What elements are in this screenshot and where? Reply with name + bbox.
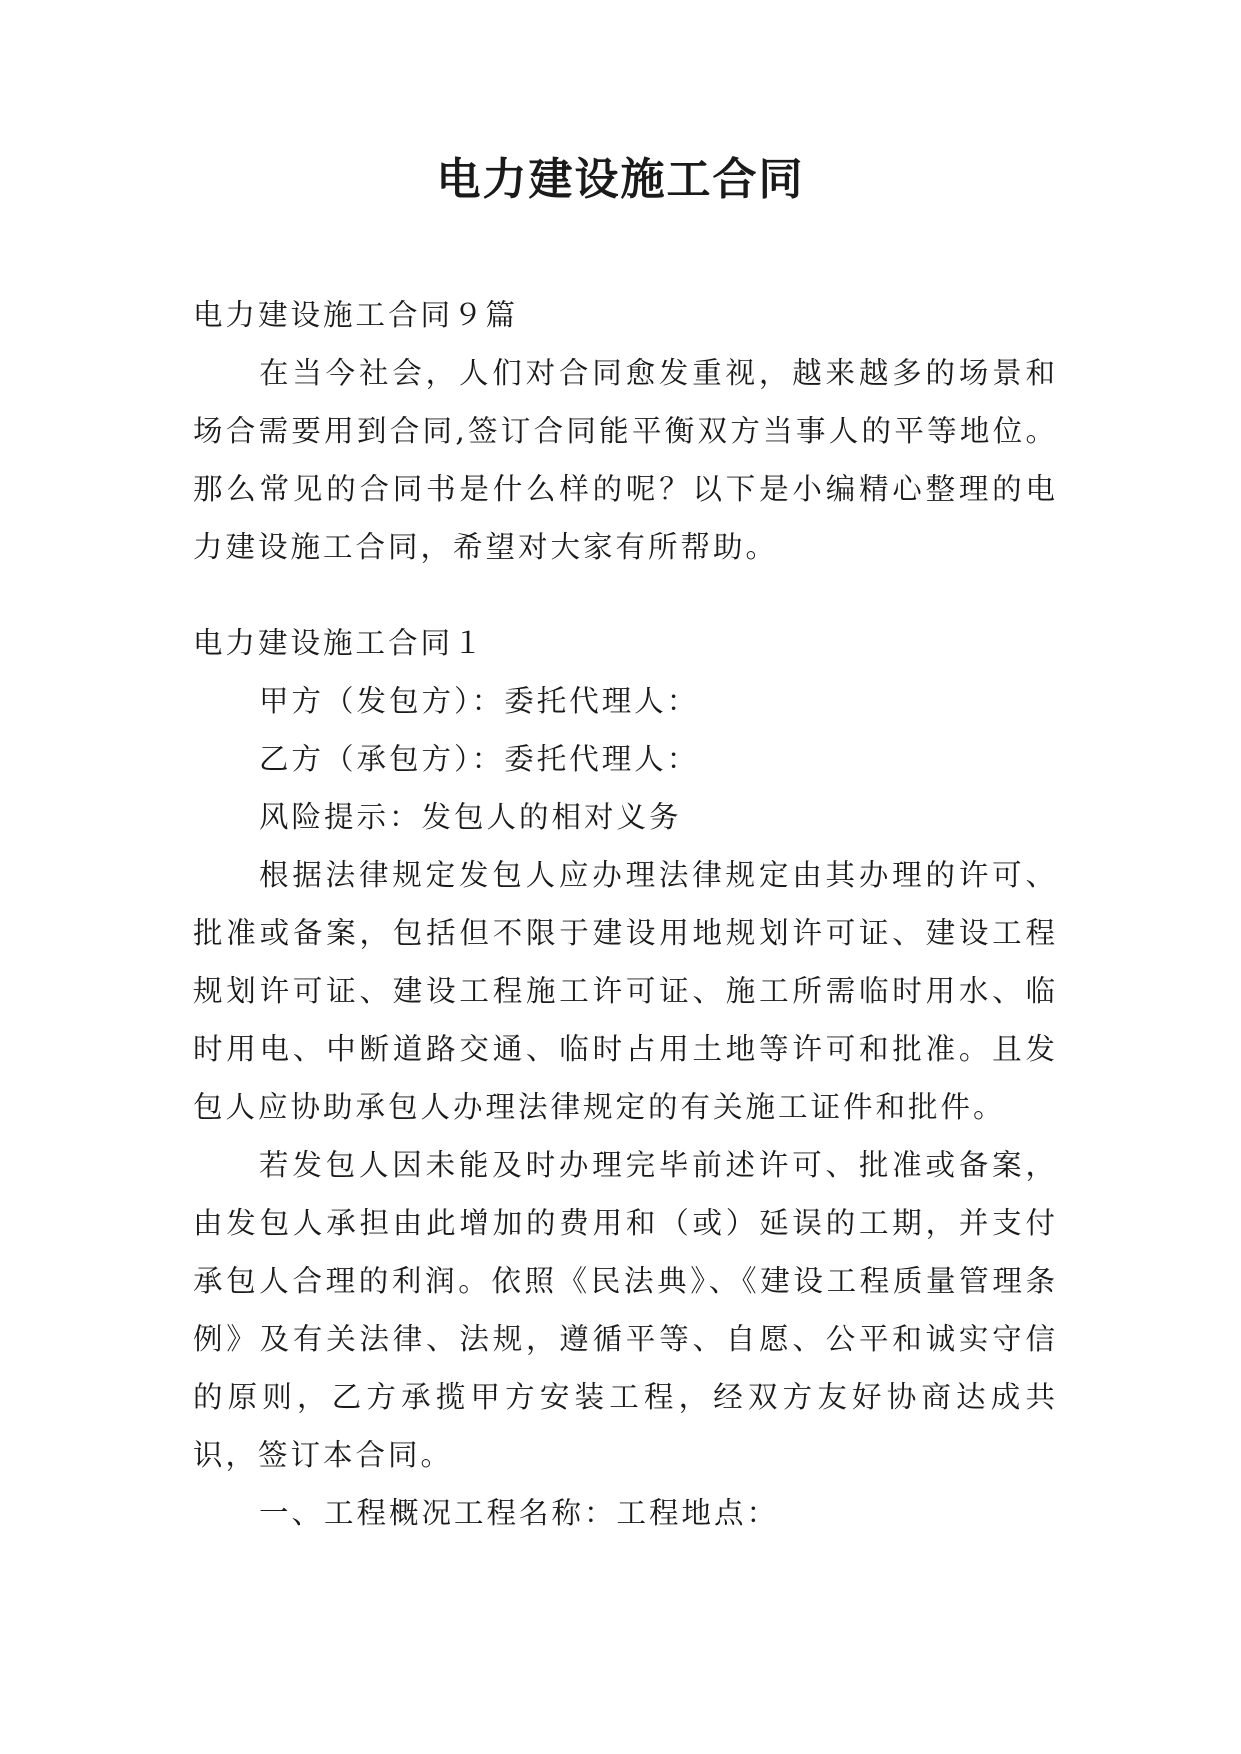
clause-1-line: 一、工程概况工程名称：工程地点： — [259, 1496, 780, 1530]
intro-paragraph: 在当今社会，人们对合同愈发重视，越来越多的场景和场合需要用到合同,签订合同能平衡双方当事人的平等地位。那么常见的合同书是什么样的呢？以下是小编精心整理的电力建设施工合同，希望对大家有所帮助。 — [193, 356, 1058, 564]
liability-paragraph: 若发包人因未能及时办理完毕前述许可、批准或备案，由发包人承担由此增加的费用和（或）延误的工期，并支付承包人合理的利润。依照《民法典》、《建设工程质量管理条例》及有关法律、法规，遵循平等、自愿、公平和诚实守信的原则，乙方承揽甲方安装工程，经双方友好协商达成共识，签订本合同。 — [193, 1148, 1058, 1472]
party-b-line: 乙方（承包方）：委托代理人： — [259, 742, 700, 776]
party-a-line: 甲方（发包方）：委托代理人： — [259, 684, 700, 718]
section-heading: 电力建设施工合同１ — [193, 626, 486, 660]
document-title: 电力建设施工合同 — [436, 154, 805, 205]
permits-paragraph: 根据法律规定发包人应办理法律规定由其办理的许可、批准或备案，包括但不限于建设用地规划许可证、建设工程规划许可证、建设工程施工许可证、施工所需临时用水、临时用电、中断道路交通、临时占用土地等许可和批准。且发包人应协助承包人办理法律规定的有关施工证件和批件。 — [193, 858, 1058, 1124]
paragraph-spacer — [193, 576, 1058, 614]
document-subtitle: 电力建设施工合同９篇 — [193, 298, 519, 332]
document-body — [193, 286, 1058, 1542]
risk-notice: 风险提示：发包人的相对义务 — [259, 800, 682, 834]
